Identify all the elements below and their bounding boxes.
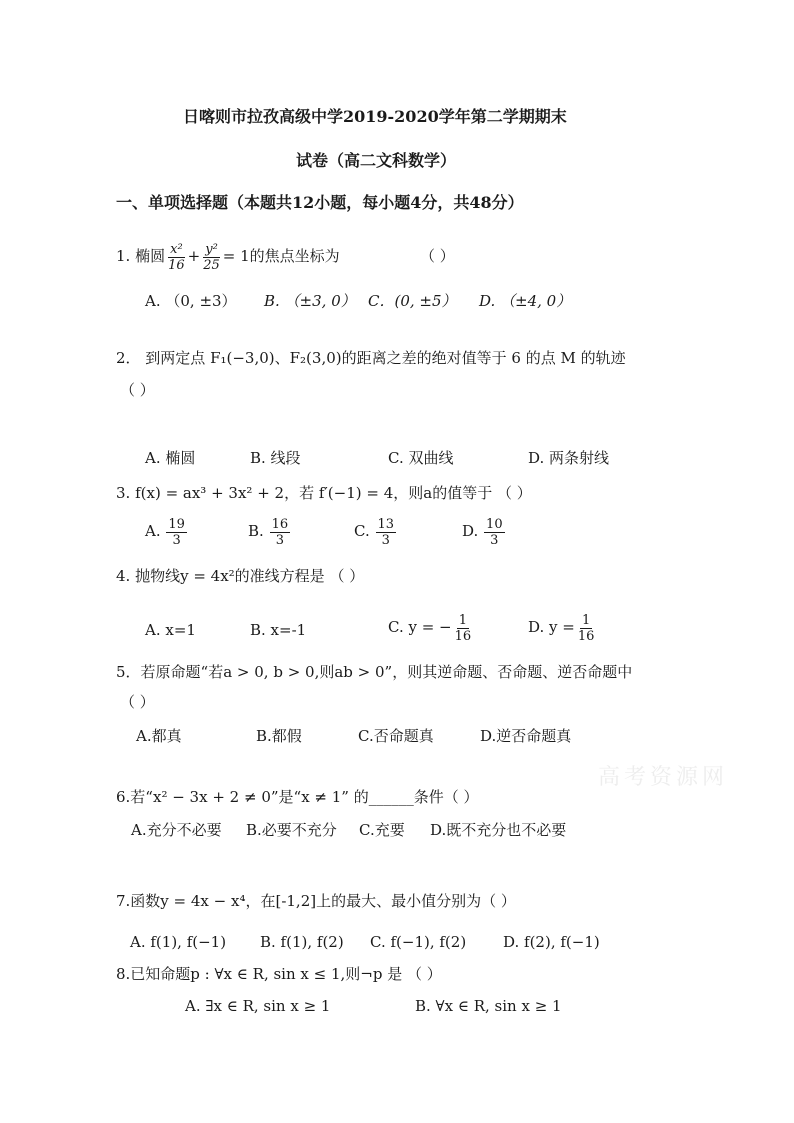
question-5-option-c: C.否命题真 (358, 727, 434, 745)
question-6-option-b: B.必要不充分 (246, 821, 337, 839)
question-2-option-a: A. 椭圆 (145, 449, 196, 467)
question-7-option-d: D. f(2), f(−1) (503, 933, 600, 951)
section-heading: 一、单项选择题（本题共12小题，每小题4分，共48分） (116, 193, 524, 212)
question-8-option-b: B. ∀x ∈ R, sin x ≥ 1 (415, 997, 562, 1015)
question-2-stem: 2． 到两定点 F₁(−3,0)、F₂(3,0)的距离之差的绝对值等于 6 的点 M 的轨迹 (116, 349, 626, 367)
question-1-option-d: D. （±4, 0） (479, 292, 572, 310)
question-6-option-d: D.既不充分也不必要 (430, 821, 567, 839)
question-8-stem: 8.已知命题p : ∀x ∈ R, sin x ≤ 1,则¬p 是 （ ） (116, 965, 442, 983)
question-1-option-b: B. （±3, 0） (264, 292, 356, 310)
question-6-stem: 6.若“x² − 3x + 2 ≠ 0”是“x ≠ 1” 的______条件（ ） (116, 788, 479, 806)
question-7-option-c: C. f(−1), f(2) (370, 933, 467, 951)
question-8-option-a: A. ∃x ∈ R, sin x ≥ 1 (185, 997, 331, 1015)
exam-title-line1: 日喀则市拉孜高级中学2019-2020学年第二学期期末 (183, 107, 567, 126)
question-2-option-b: B. 线段 (250, 449, 301, 467)
question-3-option-c: C. $\frac{13}{3}$ (354, 516, 395, 548)
question-7-option-b: B. f(1), f(2) (260, 933, 344, 951)
question-5-paren: （ ） (120, 693, 155, 711)
question-7-stem: 7.函数y = 4x − x⁴，在[-1,2]上的最大、最小值分别为（ ） (116, 892, 516, 910)
question-2-option-d: D. 两条射线 (528, 449, 610, 467)
question-3-option-d: D. $\frac{10}{3}$ (462, 516, 503, 548)
exam-title-line2: 试卷（高二文科数学） (296, 151, 457, 170)
question-1-stem: 1. 椭圆 $\frac{\text{x²}}{16}$ + $\frac{\text{y²}}{25}$ = 1的焦点坐标为 (116, 241, 340, 273)
question-5-option-b: B.都假 (256, 727, 302, 745)
question-6-option-a: A.充分不必要 (131, 821, 222, 839)
question-4-option-a: A. x=1 (145, 621, 196, 639)
question-7-option-a: A. f(1), f(−1) (130, 933, 227, 951)
question-5-option-d: D.逆否命题真 (480, 727, 572, 745)
question-1-option-c: C．(0, ±5） (368, 292, 457, 310)
watermark: 高考资源网 (598, 765, 729, 790)
question-2-option-c: C. 双曲线 (388, 449, 454, 467)
question-2-paren: （ ） (120, 381, 155, 399)
question-6-option-c: C.充要 (359, 821, 405, 839)
question-1-paren: （ ） (420, 247, 455, 265)
question-4-stem: 4. 抛物线y = 4x²的准线方程是 （ ） (116, 567, 365, 585)
question-3-stem: 3. f(x) = ax³ + 3x² + 2，若 f′(−1) = 4，则a的值等于 （ ） (116, 484, 532, 502)
question-1-option-a: A. （0, ±3） (145, 292, 237, 310)
question-3-option-a: A. $\frac{19}{3}$ (145, 516, 185, 548)
question-5-stem: 5．若原命题“若a > 0, b > 0,则ab > 0”，则其逆命题、否命题、逆否命题中 (116, 663, 633, 681)
question-3-option-b: B. $\frac{16}{3}$ (248, 516, 289, 548)
question-4-option-d: D. y = $\frac{1}{16}$ (528, 612, 595, 644)
question-4-option-b: B. x=-1 (250, 621, 307, 639)
question-4-option-c: C. y = − $\frac{1}{16}$ (388, 612, 472, 644)
question-5-option-a: A.都真 (136, 727, 182, 745)
